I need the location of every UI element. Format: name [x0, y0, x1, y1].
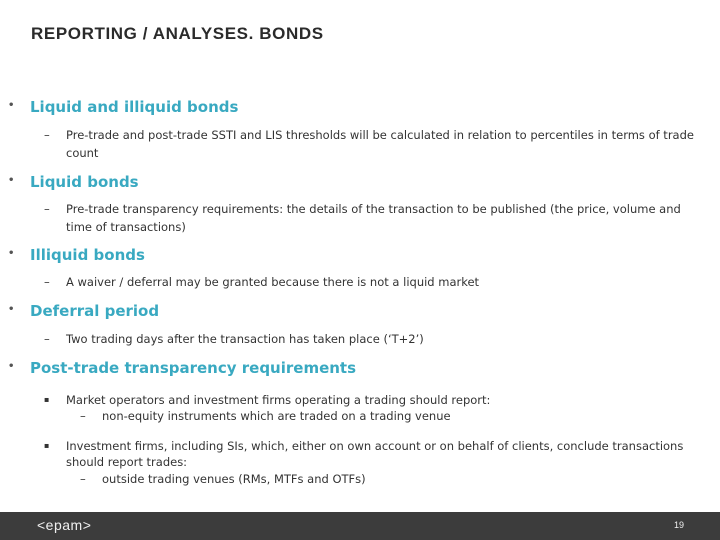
dash-icon: –: [44, 128, 50, 142]
section-heading-post-trade: [8, 359, 356, 377]
epam-logo: <epam>: [37, 517, 92, 533]
item-text: Investment firms, including SIs, which, either on own account or on behalf of clients, conclude transactions should report trades:: [66, 439, 684, 469]
section-heading-text: Post-trade transparency requirements: [30, 359, 357, 377]
bullet-text: Two trading days after the transaction has taken place (‘T+2’): [66, 332, 424, 346]
section-bullet-text: [44, 200, 704, 236]
bullet-text: A waiver / deferral may be granted because there is not a liquid market: [66, 275, 480, 289]
section-heading-text: Liquid and illiquid bonds: [30, 98, 239, 116]
section-heading-text: Deferral period: [30, 302, 160, 320]
bullet-icon: •: [8, 361, 15, 372]
sub-item-text: outside trading venues (RMs, MTFs and OTFs): [102, 472, 366, 486]
section-bullet-text: [44, 273, 704, 291]
section-heading-liquid-illiquid: [8, 98, 238, 116]
slide-title: REPORTING / ANALYSES. BONDS: [31, 24, 324, 43]
dash-icon: –: [44, 332, 50, 346]
bullet-text: Pre-trade and post-trade SSTI and LIS thresholds will be calculated in relation to percentiles in terms of trade count: [66, 128, 694, 160]
bullet-icon: •: [8, 100, 15, 111]
square-bullet-icon: ▪: [44, 441, 50, 450]
section-heading-illiquid: [8, 246, 145, 264]
bullet-icon: •: [8, 304, 15, 315]
dash-icon: –: [80, 409, 86, 423]
section-heading-liquid: [8, 173, 139, 191]
section-bullet-text: [44, 330, 704, 348]
dash-icon: –: [80, 472, 86, 486]
footer-bar: [0, 512, 720, 540]
dash-icon: –: [44, 275, 50, 289]
post-trade-item-1-sub: [80, 408, 451, 424]
bullet-text: Pre-trade transparency requirements: the details of the transaction to be published (the price, volume and time of transactions): [66, 202, 681, 234]
section-bullet-text: [44, 126, 704, 162]
post-trade-item-2-sub: [80, 471, 366, 487]
sub-item-text: non-equity instruments which are traded on a trading venue: [102, 409, 451, 423]
item-text: Market operators and investment firms operating a trading should report:: [66, 393, 491, 407]
bullet-icon: •: [8, 175, 15, 186]
page-number: 19: [673, 520, 684, 530]
post-trade-item-2: [44, 438, 694, 470]
section-heading-deferral: [8, 302, 159, 320]
square-bullet-icon: ▪: [44, 395, 50, 404]
bullet-icon: •: [8, 248, 15, 259]
section-heading-text: Liquid bonds: [30, 173, 139, 191]
section-heading-text: Illiquid bonds: [30, 246, 145, 264]
dash-icon: –: [44, 202, 50, 216]
post-trade-item-1: [44, 392, 704, 408]
